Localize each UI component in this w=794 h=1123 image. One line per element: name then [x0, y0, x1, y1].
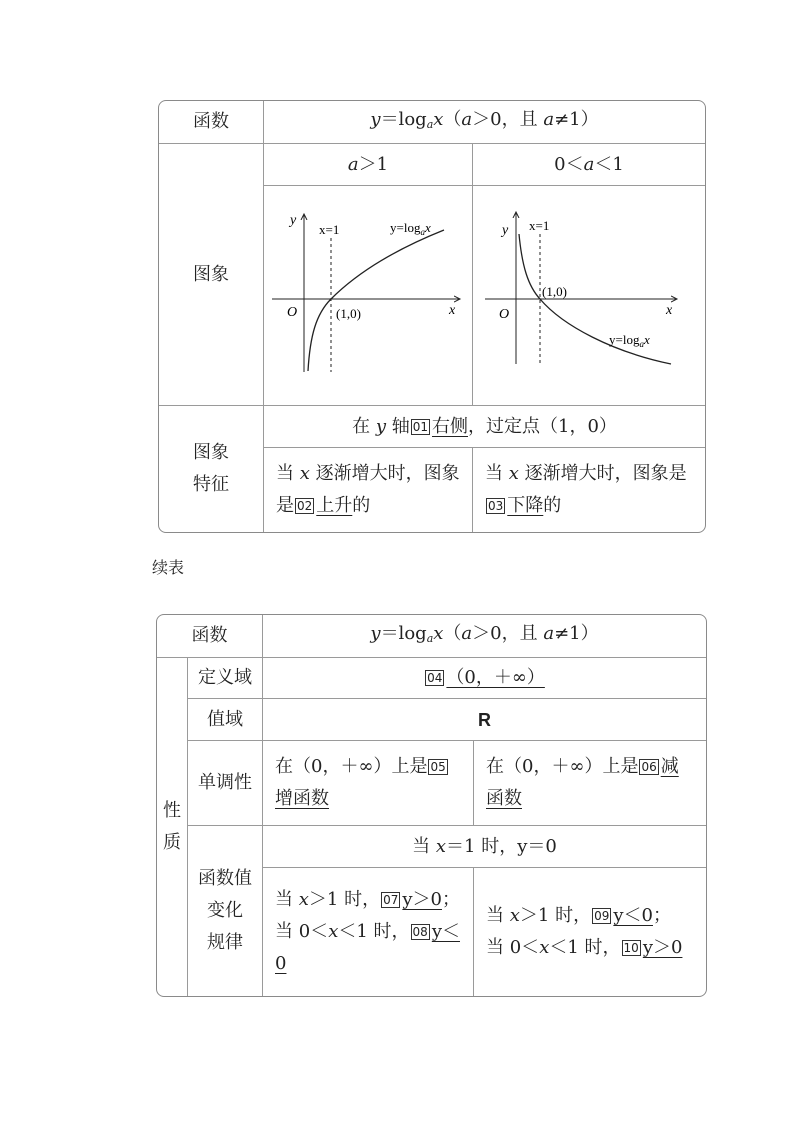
domain-value: 04 （0，＋∞）	[263, 658, 706, 699]
value-change-label: 函数值 变化 规律	[188, 826, 263, 996]
y-axis-label: y	[502, 223, 509, 238]
x-equals-1-label: x=1	[529, 218, 550, 233]
function-header-label: 函数	[157, 615, 263, 658]
graph-row-label: 图象	[159, 144, 264, 406]
column-head-a-greater-1: a＞1	[264, 144, 473, 186]
range-label: 值域	[188, 699, 263, 741]
monotonicity-increasing: 在（0，＋∞）上是 05增函数	[263, 741, 474, 826]
graph-decreasing	[473, 186, 705, 394]
range-value: R	[263, 699, 706, 741]
point-1-0-label: (1,0)	[336, 306, 361, 321]
feature-increasing: 当 x 逐渐增大时，图象是 02 上升的	[264, 448, 473, 532]
monotonicity-label: 单调性	[188, 741, 263, 826]
origin-label: O	[499, 307, 510, 322]
function-table	[158, 100, 706, 533]
continued-label: 续表	[152, 558, 185, 577]
monotonicity-decreasing: 在（0，＋∞）上是 06 减函数	[474, 741, 706, 826]
x-equals-1-label: x=1	[319, 222, 340, 237]
domain-label: 定义域	[188, 658, 263, 699]
point-1-0-label: (1,0)	[542, 284, 567, 299]
x-axis-label: x	[666, 303, 673, 318]
curve-label: $y=\log_ax$	[609, 332, 650, 349]
value-decreasing: 当 x＞1 时， 09 y＜0； 当 0＜x＜1 时， 10 y＞0	[486, 905, 683, 958]
properties-table	[156, 614, 707, 997]
log-curve-increasing	[308, 230, 444, 371]
function-header-label: 函数	[159, 101, 264, 144]
value-common: 当 x＝1 时，y＝0	[263, 826, 706, 868]
x-axis-label: x	[449, 303, 456, 318]
graph-decreasing-cell	[473, 186, 705, 406]
origin-label: O	[287, 305, 298, 320]
function-expression: $y=\log_ax(a>0$，且 a≠1）	[264, 101, 705, 144]
graph-increasing-cell	[264, 186, 473, 406]
properties-label: 性 质	[157, 658, 188, 996]
feature-decreasing: 当 x 逐渐增大时，图象是03 下降的	[485, 463, 687, 516]
feature-row-label: 图象 特征	[159, 406, 264, 532]
curve-label: $y=\log_ax$	[390, 220, 431, 237]
graph-increasing	[264, 186, 473, 394]
function-expression: $y=\log_ax(a>0$，且 a≠1）	[263, 615, 706, 658]
value-increasing: 当 x＞1 时， 07 y＞0； 当 0＜x＜1 时， 08 y＜0	[263, 868, 474, 996]
y-axis-label: y	[290, 213, 297, 228]
column-head-a-between-0-1: 0＜a＜1	[473, 144, 705, 186]
feature-common: 在 y 轴 01 右侧，过定点（1，0）	[264, 406, 705, 448]
